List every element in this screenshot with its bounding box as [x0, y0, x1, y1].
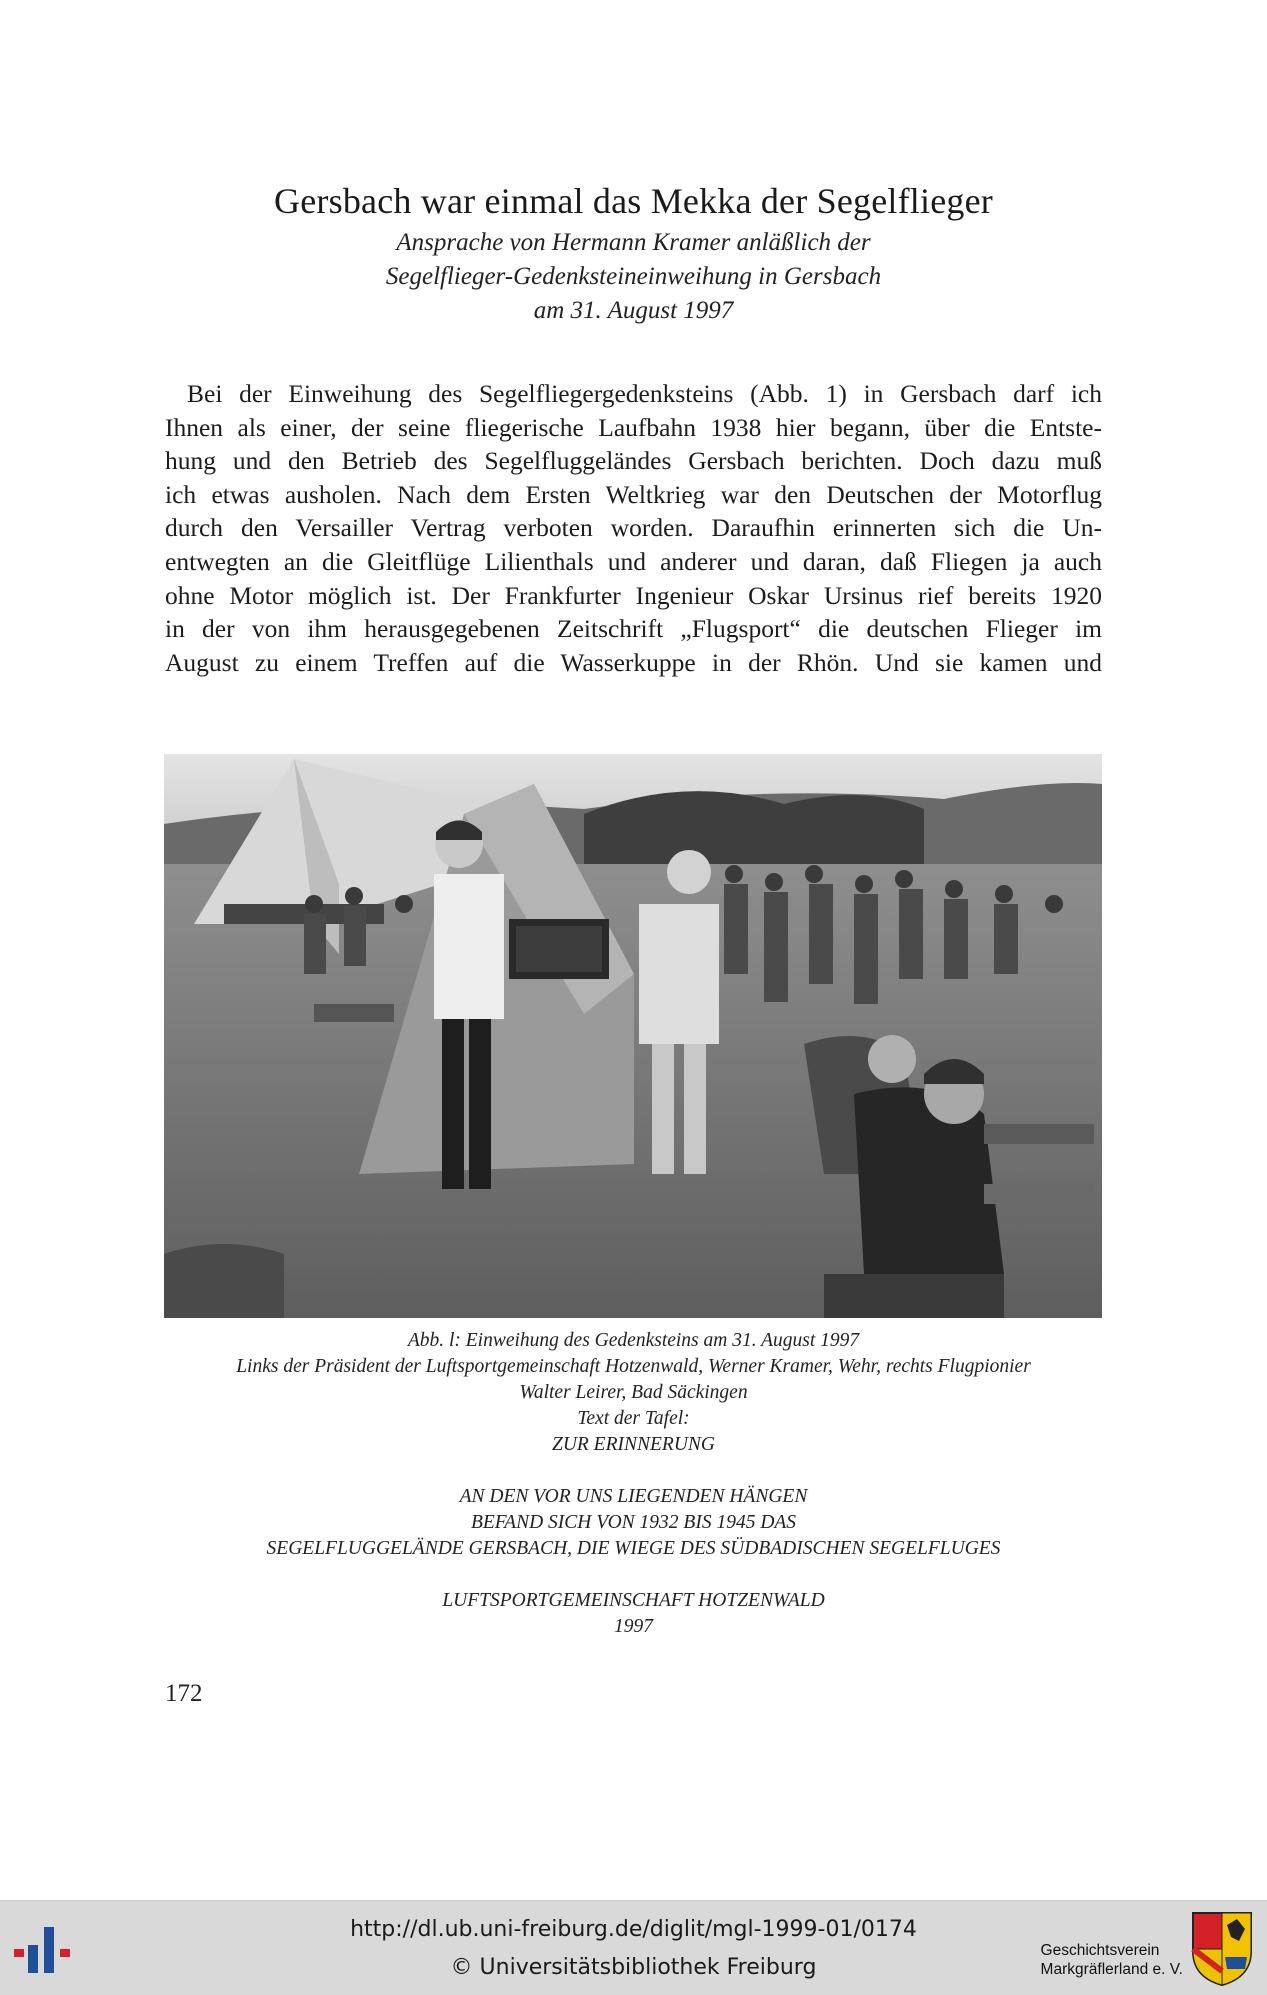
caption-plaque-year: 1997 — [614, 1616, 653, 1637]
subtitle — [0, 226, 1267, 328]
body-line: durch den Versailler Vertrag verboten worden. Daraufhin erinnerten sich die Un- — [165, 513, 1102, 543]
caption-figure-label: Abb. l: Einweihung des Gedenksteins am 31. August 1997 — [407, 1330, 860, 1351]
caption-plaque-line: SEGELFLUGGELÄNDE GERSBACH, DIE WIEGE DES SÜDBADISCHEN SEGELFLUGES — [266, 1538, 1001, 1559]
subtitle-line: Ansprache von Hermann Kramer anläßlich der — [396, 229, 871, 256]
body-line: hung und den Betrieb des Segelfluggeländes Gersbach berichten. Doch dazu muß — [165, 446, 1102, 476]
body-line: in der von ihm herausgegebenen Zeitschrift „Flugsport“ die deutschen Flieger im — [165, 614, 1102, 644]
body-line: ich etwas ausholen. Nach dem Ersten Weltkrieg war den Deutschen der Motorflug — [165, 479, 1102, 509]
body-line: Ihnen als einer, der seine fliegerische Laufbahn 1938 hier begann, über die Entste- — [165, 412, 1102, 442]
subtitle-line: am 31. August 1997 — [533, 297, 734, 324]
society-name — [1041, 1941, 1183, 1979]
caption-description-line: Walter Leirer, Bad Säckingen — [519, 1382, 748, 1403]
body-paragraph — [165, 377, 1102, 679]
source-url-link[interactable]: http://dl.ub.uni-freiburg.de/diglit/mgl-1999-01/0174 — [350, 1917, 917, 1942]
body-line: entwegten an die Gleitflüge Lilienthals und anderer und daran, daß Fliegen ja auch — [165, 546, 1102, 576]
body-line: Bei der Einweihung des Segelfliegergedenksteins (Abb. 1) in Gersbach darf ich — [187, 379, 1102, 408]
caption-plaque-heading: ZUR ERINNERUNG — [551, 1434, 716, 1455]
body-line: August zu einem Treffen auf die Wasserkuppe in der Rhön. Und sie kamen und — [165, 647, 1102, 677]
copyright-text: © Universitätsbibliothek Freiburg — [450, 1955, 817, 1980]
coat-of-arms-icon — [1191, 1911, 1253, 1992]
caption-description-line: Links der Präsident der Luftsportgemeinschaft Hotzenwald, Werner Kramer, Wehr, rechts Flugpionier — [236, 1356, 1031, 1377]
caption-plaque-line: BEFAND SICH VON 1932 BIS 1945 DAS — [470, 1512, 797, 1533]
caption-spacer — [150, 1562, 1117, 1588]
body-line: ohne Motor möglich ist. Der Frankfurter Ingenieur Oskar Ursinus rief bereits 1920 — [165, 580, 1102, 610]
caption-plaque-intro: Text der Tafel: — [577, 1408, 690, 1429]
ceremony-photo — [164, 754, 1102, 1318]
subtitle-line: Segelflieger-Gedenksteineinweihung in Gersbach — [385, 263, 882, 290]
page-title: Gersbach war einmal das Mekka der Segelflieger — [274, 181, 993, 221]
caption-spacer — [150, 1458, 1117, 1484]
page-number: 172 — [165, 1680, 203, 1707]
society-name-line: Geschichtsverein — [1040, 1942, 1160, 1959]
footer-bar — [0, 1900, 1267, 1995]
caption-plaque-line: AN DEN VOR UNS LIEGENDEN HÄNGEN — [459, 1486, 808, 1507]
figure-caption — [150, 1328, 1117, 1640]
society-name-line: Markgräflerland e. V. — [1040, 1961, 1183, 1978]
caption-plaque-org: LUFTSPORTGEMEINSCHAFT HOTZENWALD — [442, 1590, 825, 1611]
